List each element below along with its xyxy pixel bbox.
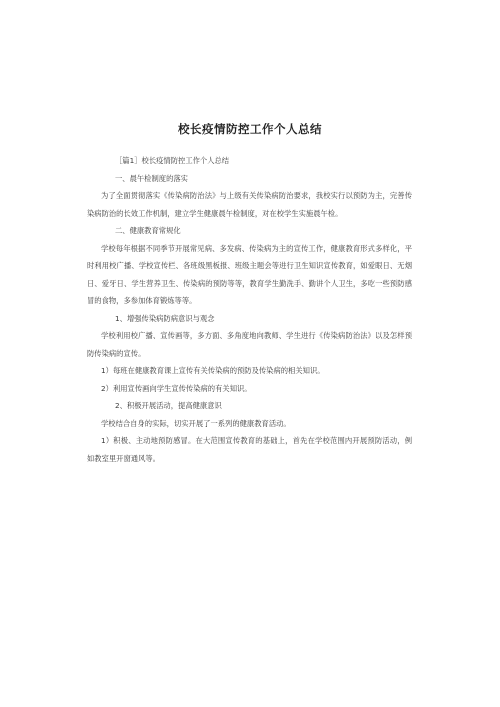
section-heading: 二、健康教育常规化 bbox=[115, 226, 181, 235]
body-paragraph: 为了全面贯彻落实《传染病防治法》与上级有关传染病防治要求，我校实行以预防为主，完善传染病防治的长效工作机制，建立学生健康晨午检制度，对在校学生实施晨午检。 bbox=[87, 191, 412, 218]
body-paragraph: 学校每年根据不同季节开展常见病、多发病、传染病为主的宣传工作，健康教育形式多样化，平时利用校广播、学校宣传栏、各班级黑板报、班级主题会等进行卫生知识宣传教育，如爱眼日、无烟日、爱牙日、学生营养卫生、传染病的预防等等，教育学生勤洗手、勤讲个人卫生，多吃一些预防感冒的食物，多参加体育锻炼等等。 bbox=[87, 243, 412, 305]
section-heading: 1、增强传染病防病意识与观念 bbox=[115, 313, 215, 323]
body-paragraph: 1）每班在健康教育课上宣传有关传染病的预防及传染病的相关知识。 bbox=[101, 366, 325, 375]
body-paragraph: 1）积极、主动地预防感冒。在大范围宣传教育的基础上，首先在学校范围内开展预防活动，例如教室里开窗通风等。 bbox=[87, 436, 412, 463]
section-heading: ［篇1］校长疫情防控工作个人总结 bbox=[115, 156, 230, 165]
document-body bbox=[87, 152, 412, 467]
section-heading: 一、晨午检制度的落实 bbox=[115, 173, 188, 183]
document-title: 校长疫情防控工作个人总结 bbox=[178, 122, 322, 136]
body-paragraph: 学校利用校广播、宣传画等，多方面、多角度地向教师、学生进行《传染病防治法》以及怎样预防传染病的宣传。 bbox=[87, 331, 412, 358]
body-paragraph: 2）利用宣传画向学生宣传传染病的有关知识。 bbox=[101, 383, 252, 393]
section-heading: 2、积极开展活动，提高健康意识 bbox=[115, 401, 222, 410]
body-paragraph: 学校结合自身的实际，切实开展了一系列的健康教育活动。 bbox=[101, 418, 291, 428]
